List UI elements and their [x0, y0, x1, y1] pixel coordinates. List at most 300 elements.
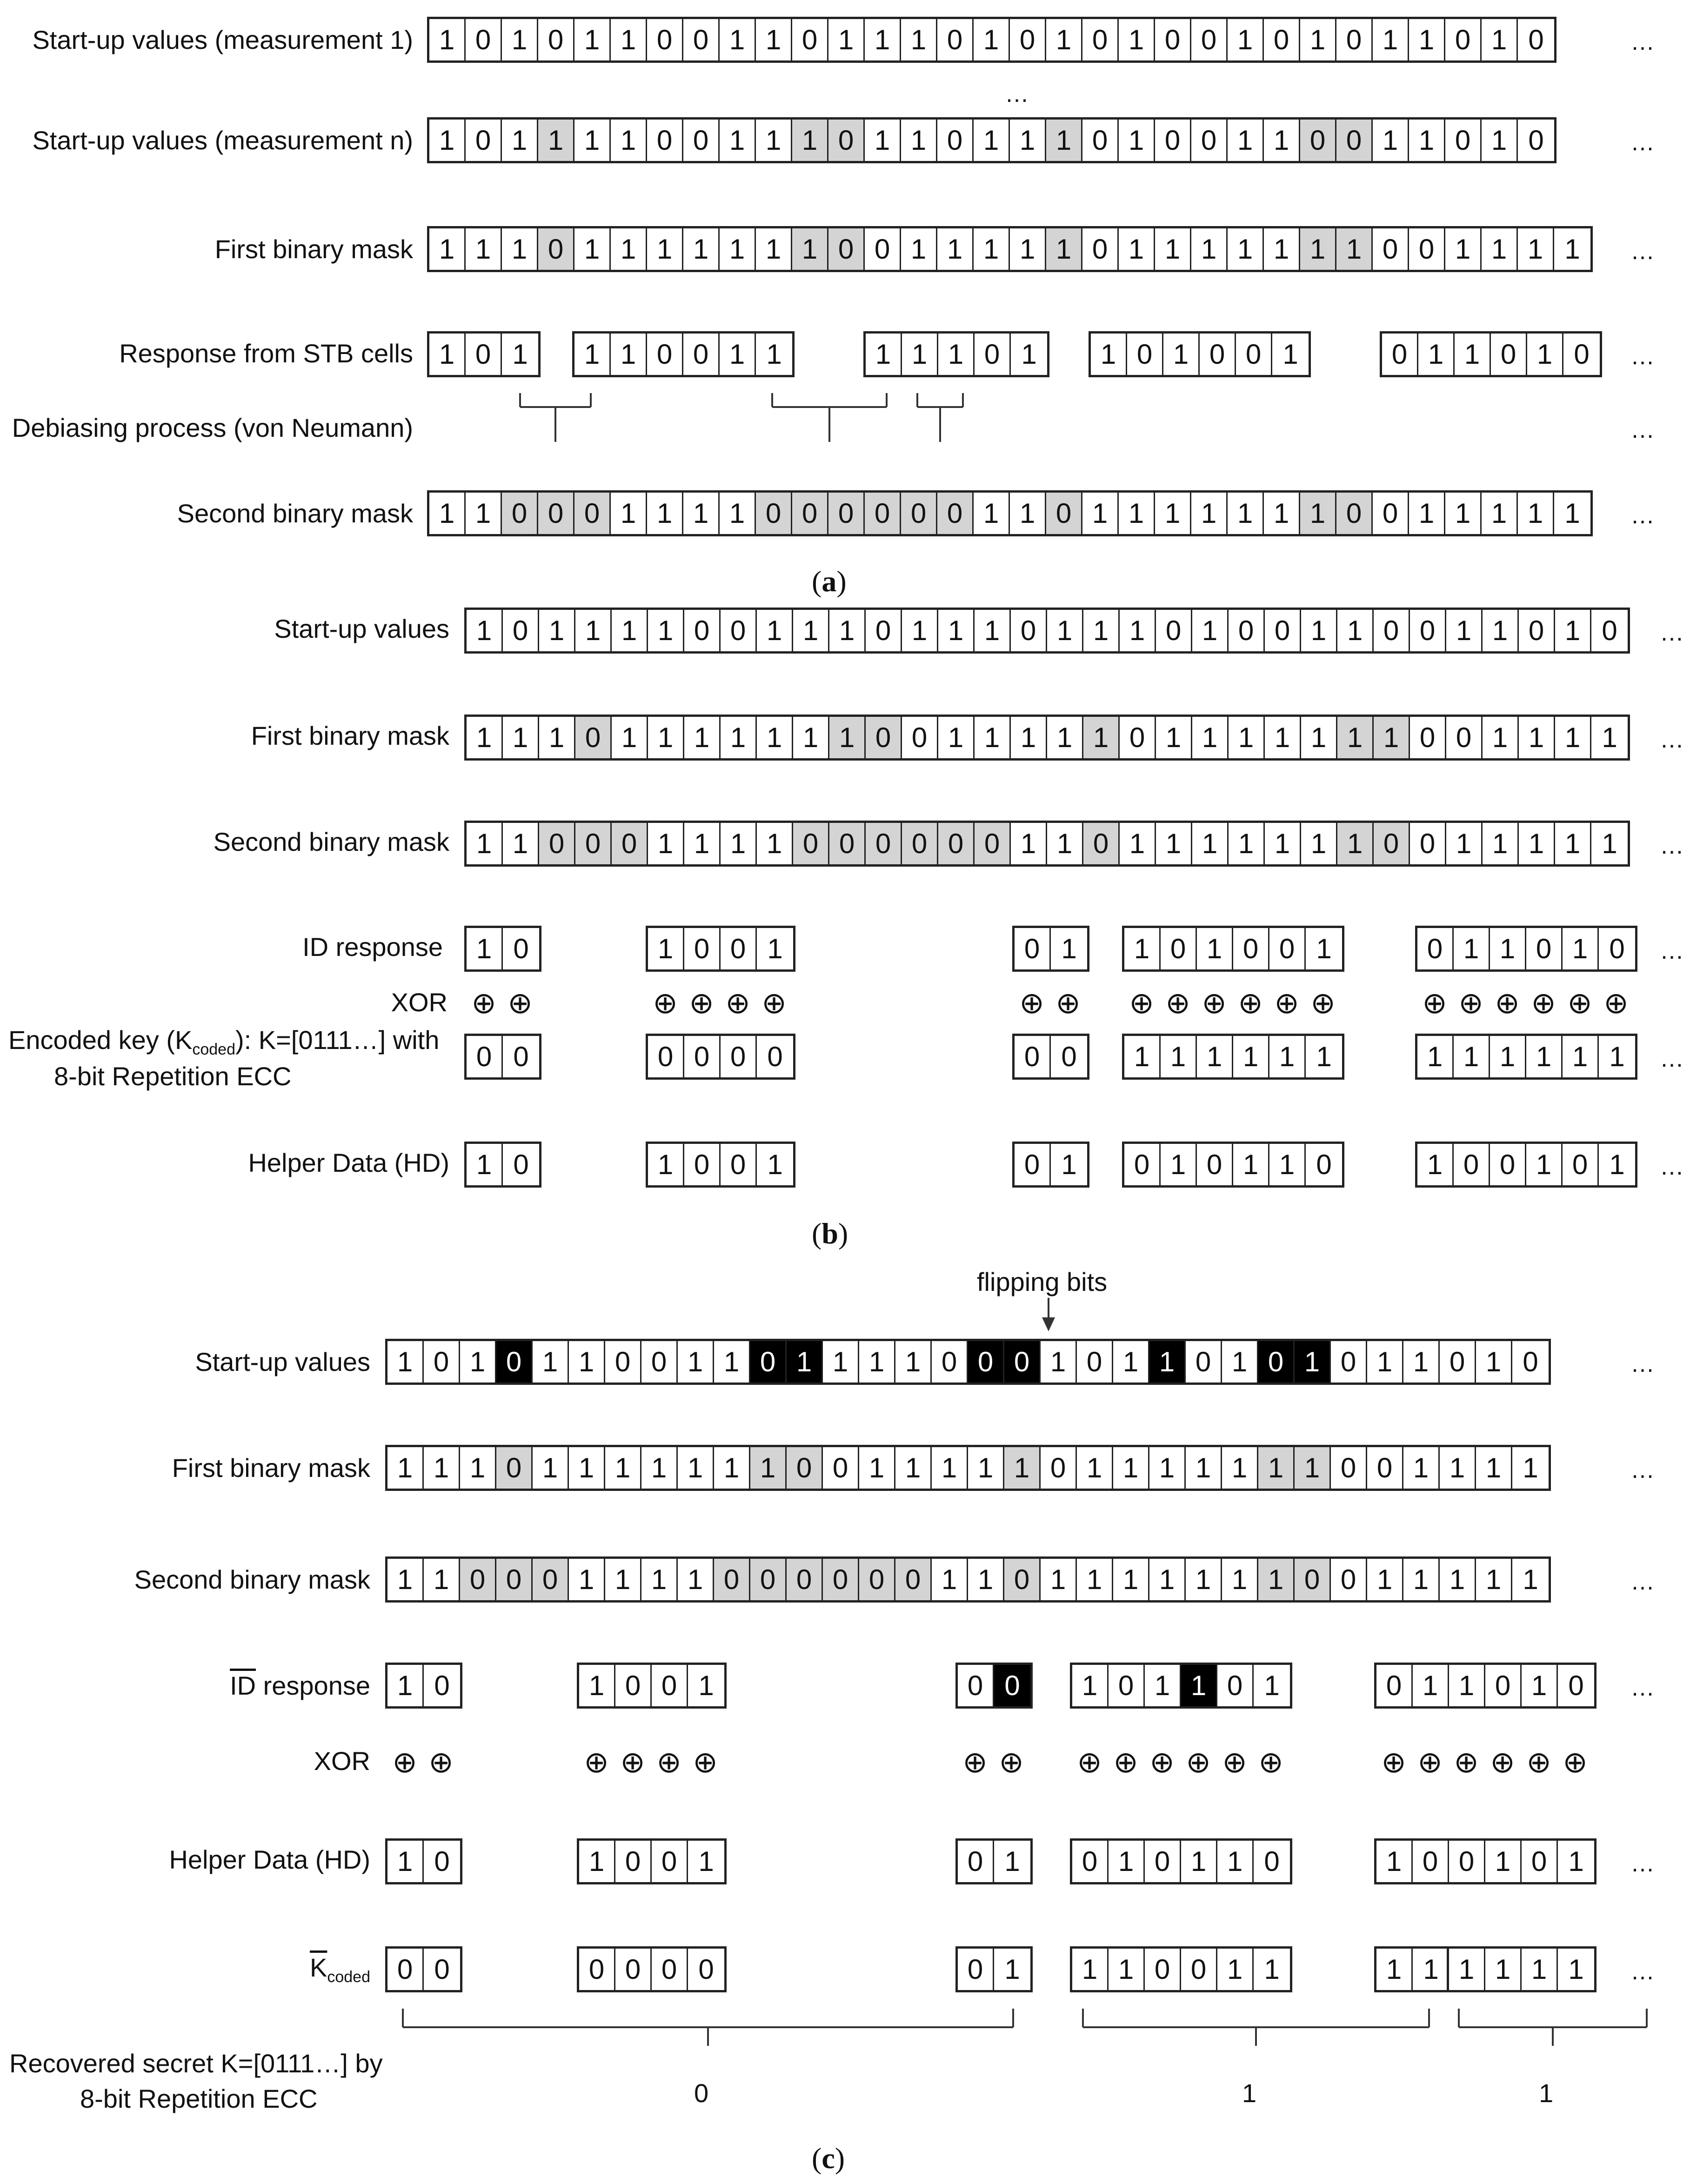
bit-cell: 0	[958, 1841, 994, 1882]
bit-cell: 1	[387, 1341, 424, 1383]
bit-cell: 1	[1082, 493, 1119, 534]
xor-symbol: ⊕	[1563, 1745, 1588, 1779]
bit-cell: 0	[683, 120, 720, 161]
c-k-group	[1070, 1946, 1292, 1992]
bit-cell: 1	[1476, 1341, 1512, 1383]
bit-cell: 1	[1563, 928, 1599, 969]
bit-cell: 1	[720, 334, 756, 375]
c-hd-group	[1070, 1838, 1292, 1884]
bit-cell: 1	[714, 1341, 750, 1383]
ellipsis: …	[1660, 832, 1684, 859]
bit-cell: 0	[866, 823, 902, 864]
bit-cell: 1	[1192, 823, 1229, 864]
bit-cell: 1	[1568, 1953, 1584, 1985]
xor-symbol: ⊕	[762, 986, 787, 1020]
bit-cell: 0	[756, 493, 792, 534]
c-flip-label: flipping bits	[977, 1267, 1108, 1296]
c-recovered-line1: Recovered secret K=[0111…] by	[9, 2049, 383, 2078]
bit-cell: 1	[1258, 1559, 1295, 1600]
bit-cell: 1	[1061, 1149, 1077, 1180]
bit-cell: 0	[1156, 610, 1192, 651]
bit-cell: 0	[1485, 1665, 1522, 1706]
bit-cell: 1	[683, 493, 720, 534]
bit-cell: 0	[1011, 610, 1047, 651]
xor-symbols	[1014, 988, 1086, 1018]
b-hd-group	[1415, 1142, 1637, 1188]
xor-symbols	[1416, 988, 1634, 1018]
bit-cell: 1	[569, 1341, 605, 1383]
a-stb-group	[1380, 331, 1602, 377]
bit-cell: 1	[611, 334, 647, 375]
bit-cell: 0	[823, 1559, 859, 1600]
bit-cell: 1	[1454, 928, 1490, 969]
xor-symbol: ⊕	[1149, 1745, 1175, 1779]
bit-cell: 1	[756, 120, 792, 161]
bit-cell: 1	[1300, 493, 1336, 534]
xor-symbol: ⊕	[1165, 986, 1190, 1020]
bit-cell: 1	[1083, 610, 1120, 651]
ellipsis: …	[1630, 1568, 1655, 1595]
bit-cell: 1	[1300, 19, 1336, 60]
bit-cell: 1	[1145, 1665, 1181, 1706]
bit-cell: 1	[678, 1447, 714, 1489]
bit-cell: 0	[865, 493, 901, 534]
a-stb-group	[863, 331, 1049, 377]
c-id-group	[577, 1663, 727, 1709]
bit-cell: 1	[641, 1559, 678, 1600]
bit-cell: 1	[901, 120, 937, 161]
xor-symbols	[578, 1747, 723, 1777]
bit-cell: 0	[1010, 19, 1046, 60]
bit-cell: 0	[513, 933, 529, 964]
bit-cell: 0	[1015, 1144, 1051, 1185]
xor-symbol: ⊕	[1055, 986, 1081, 1020]
bit-cell: 0	[828, 228, 865, 270]
bit-cell: 0	[615, 1949, 652, 1990]
bit-cell: 0	[975, 334, 1011, 375]
bit-cell: 1	[533, 1341, 569, 1383]
bit-cell: 0	[829, 823, 866, 864]
bit-cell: 1	[1181, 1665, 1217, 1706]
bit-cell: 1	[1197, 928, 1233, 969]
bit-cell: 1	[1163, 334, 1200, 375]
bit-cell: 1	[1300, 228, 1336, 270]
bit-cell: 1	[1258, 1447, 1295, 1489]
bit-cell: 1	[1445, 228, 1482, 270]
bit-cell: 1	[1476, 1559, 1512, 1600]
xor-symbol: ⊕	[962, 1745, 988, 1779]
bit-cell: 0	[1041, 1447, 1077, 1489]
bit-cell: 0	[1568, 1670, 1584, 1701]
xor-symbol: ⊕	[1567, 986, 1592, 1020]
bit-cell: 1	[901, 228, 937, 270]
bit-cell: 0	[1229, 610, 1265, 651]
bit-cell: 1	[974, 19, 1010, 60]
bit-cell: 0	[684, 1144, 721, 1185]
bit-cell: 1	[975, 610, 1011, 651]
bit-cell: 0	[1331, 1559, 1367, 1600]
id-overbar: $\overline{ID}$	[230, 1671, 256, 1700]
bit-cell: 1	[1376, 1841, 1413, 1882]
bit-cell: 1	[698, 1845, 714, 1877]
bit-cell: 1	[1527, 334, 1563, 375]
bit-cell: 1	[1482, 120, 1518, 161]
bit-cell: 1	[429, 120, 466, 161]
c-label-second-mask: Second binary mask	[134, 1565, 370, 1594]
bit-cell: 1	[575, 610, 612, 651]
bit-cell: 0	[1445, 120, 1482, 161]
bit-cell: 1	[859, 1341, 895, 1383]
bit-cell: 1	[974, 120, 1010, 161]
bit-cell: 0	[1446, 717, 1483, 758]
bit-cell: 1	[1113, 1341, 1149, 1383]
bit-cell: 0	[538, 493, 574, 534]
b-key-group	[1012, 1034, 1089, 1080]
bit-cell: 1	[787, 1341, 823, 1383]
bit-cell: 0	[866, 717, 902, 758]
bit-cell: 1	[895, 1341, 932, 1383]
xor-symbol: ⊕	[1603, 986, 1629, 1020]
b-label-second-mask: Second binary mask	[213, 827, 449, 856]
bit-cell: 1	[1485, 1841, 1522, 1882]
bit-cell: 1	[1440, 1447, 1476, 1489]
bit-cell: 0	[1445, 19, 1482, 60]
bit-cell: 0	[1454, 1144, 1490, 1185]
bit-cell: 0	[575, 717, 612, 758]
bit-cell: 0	[721, 610, 757, 651]
bit-cell: 0	[1200, 334, 1236, 375]
bit-cell: 1	[1446, 610, 1483, 651]
bit-cell: 0	[1265, 610, 1301, 651]
bit-cell: 1	[720, 493, 756, 534]
bit-cell: 0	[859, 1559, 895, 1600]
bit-cell: 1	[1222, 1559, 1258, 1600]
bit-cell: 1	[1077, 1559, 1113, 1600]
c-first-mask	[385, 1445, 1551, 1491]
bit-cell: 1	[1119, 19, 1155, 60]
bit-cell: 1	[503, 717, 539, 758]
c-label-startup: Start-up values	[195, 1347, 370, 1376]
bit-cell: 0	[684, 928, 721, 969]
bit-cell: 0	[424, 1341, 460, 1383]
bit-cell: 0	[1523, 1346, 1538, 1377]
bit-cell: 0	[1061, 1041, 1077, 1072]
b-label-hd: Helper Data (HD)	[248, 1148, 449, 1177]
bit-cell: 0	[895, 1559, 932, 1600]
xor-symbol: ⊕	[1490, 1745, 1515, 1779]
bit-cell: 0	[460, 1559, 496, 1600]
bit-cell: 1	[1047, 717, 1083, 758]
bit-cell: 0	[1264, 19, 1300, 60]
bit-cell: 1	[1337, 823, 1374, 864]
bit-cell: 1	[1367, 1341, 1403, 1383]
bit-cell: 0	[466, 334, 502, 375]
bit-cell: 1	[1072, 1949, 1109, 1990]
bit-cell: 1	[1522, 1665, 1558, 1706]
recovered-bit: 1	[1242, 2078, 1257, 2108]
xor-symbols	[1376, 1747, 1593, 1777]
b-label-key-line2: 8-bit Repetition ECC	[54, 1062, 292, 1091]
xor-symbol: ⊕	[1019, 986, 1044, 1020]
bit-cell: 1	[932, 1559, 968, 1600]
bit-cell: 1	[1011, 717, 1047, 758]
bit-cell: 1	[1228, 120, 1264, 161]
bit-cell: 0	[1373, 493, 1409, 534]
bit-cell: 1	[938, 717, 975, 758]
bit-cell: 0	[1519, 610, 1555, 651]
bit-cell: 1	[1119, 493, 1155, 534]
xor-symbol: ⊕	[689, 986, 714, 1020]
bit-cell: 0	[1145, 1949, 1181, 1990]
bit-cell: 1	[466, 493, 502, 534]
bit-cell: 0	[538, 228, 574, 270]
bit-cell: 0	[1574, 338, 1590, 370]
bit-cell: 1	[467, 1144, 503, 1185]
bit-cell: 0	[615, 1665, 652, 1706]
bit-cell: 1	[1409, 120, 1445, 161]
bit-cell: 0	[1155, 120, 1191, 161]
bit-cell: 1	[902, 334, 938, 375]
bit-cell: 1	[647, 493, 683, 534]
c-k-group	[955, 1946, 1033, 1992]
ellipsis: …	[1660, 726, 1684, 753]
xor-symbols	[466, 988, 538, 1018]
bit-cell: 0	[1191, 120, 1228, 161]
xor-symbols	[957, 1747, 1029, 1777]
bit-cell: 1	[1120, 823, 1156, 864]
bit-cell: 0	[1161, 928, 1197, 969]
ellipsis: …	[1630, 343, 1655, 370]
bit-cell: 0	[937, 493, 974, 534]
bit-cell: 1	[683, 228, 720, 270]
bit-cell: 1	[1161, 1036, 1197, 1077]
bit-cell: 1	[467, 928, 503, 969]
bit-cell: 1	[1454, 1036, 1490, 1077]
b-id-group	[1122, 926, 1344, 972]
b-key-group	[646, 1034, 795, 1080]
bit-cell: 1	[1217, 1841, 1254, 1882]
bit-cell: 0	[1417, 928, 1454, 969]
xor-symbol: ⊕	[1238, 986, 1263, 1020]
bit-cell: 0	[1410, 823, 1446, 864]
bit-cell: 0	[792, 19, 828, 60]
bit-cell: 0	[513, 1149, 529, 1180]
bit-cell: 1	[1482, 493, 1518, 534]
bit-cell: 1	[1124, 928, 1161, 969]
bit-cell: 1	[1483, 823, 1519, 864]
bit-cell: 0	[683, 19, 720, 60]
b-hd-group	[646, 1142, 795, 1188]
bit-cell: 0	[1082, 228, 1119, 270]
bit-cell: 0	[387, 1949, 424, 1990]
bit-cell: 1	[974, 228, 1010, 270]
caption-a: (a)	[812, 565, 847, 598]
bit-cell: 0	[1449, 1841, 1485, 1882]
bit-cell: 0	[1490, 1144, 1526, 1185]
bit-cell: 1	[1047, 610, 1083, 651]
bit-cell: 1	[466, 228, 502, 270]
bit-cell: 1	[1269, 1036, 1306, 1077]
bit-cell: 1	[1485, 1949, 1522, 1990]
bit-cell: 0	[787, 1559, 823, 1600]
bit-cell: 1	[502, 120, 538, 161]
xor-symbol: ⊕	[1186, 1745, 1211, 1779]
bit-cell: 1	[1522, 1949, 1558, 1990]
bit-cell: 1	[829, 717, 866, 758]
bit-cell: 1	[1119, 228, 1155, 270]
bit-cell: 1	[503, 823, 539, 864]
bit-cell: 1	[756, 19, 792, 60]
bit-cell: 0	[902, 823, 938, 864]
bit-cell: 0	[1522, 1841, 1558, 1882]
bit-cell: 0	[652, 1665, 688, 1706]
b-key-group	[1122, 1034, 1344, 1080]
bit-cell: 0	[865, 228, 901, 270]
bit-cell: 1	[1119, 120, 1155, 161]
bit-cell: 1	[1418, 334, 1455, 375]
bit-cell: 1	[1518, 228, 1554, 270]
bit-cell: 0	[1410, 717, 1446, 758]
bit-cell: 1	[828, 19, 865, 60]
bit-cell: 1	[1455, 334, 1491, 375]
bit-cell: 1	[1483, 717, 1519, 758]
xor-symbol: ⊕	[1531, 986, 1556, 1020]
bit-cell: 1	[1609, 1041, 1625, 1072]
bit-cell: 0	[1374, 823, 1410, 864]
bit-cell: 0	[750, 1559, 787, 1600]
bit-cell: 1	[387, 1559, 424, 1600]
b-id-group	[1012, 926, 1089, 972]
ellipsis: …	[1630, 416, 1655, 443]
bit-cell: 1	[865, 120, 901, 161]
bit-cell: 1	[767, 1149, 783, 1180]
bit-cell: 1	[895, 1447, 932, 1489]
bit-cell: 0	[1413, 1841, 1449, 1882]
bit-cell: 1	[1337, 717, 1374, 758]
bit-cell: 1	[720, 19, 756, 60]
bit-cell: 1	[1555, 610, 1591, 651]
bit-cell: 0	[1072, 1841, 1109, 1882]
bit-cell: 0	[1015, 1036, 1051, 1077]
bit-cell: 0	[994, 1665, 1030, 1706]
c-k-group	[1374, 1946, 1451, 1992]
xor-symbol: ⊕	[653, 986, 678, 1020]
bit-cell: 0	[828, 120, 865, 161]
xor-symbol: ⊕	[508, 986, 533, 1020]
bit-cell: 1	[974, 493, 1010, 534]
bit-cell: 0	[901, 493, 937, 534]
bit-cell: 0	[1082, 19, 1119, 60]
bit-cell: 1	[1264, 228, 1300, 270]
bit-cell: 1	[1301, 823, 1337, 864]
bit-cell: 1	[1490, 928, 1526, 969]
bit-cell: 0	[902, 717, 938, 758]
bit-cell: 0	[937, 19, 974, 60]
bit-cell: 1	[1409, 493, 1445, 534]
bit-cell: 1	[1229, 717, 1265, 758]
bit-cell: 0	[1300, 120, 1336, 161]
bit-cell: 1	[1061, 933, 1077, 964]
xor-symbol: ⊕	[1274, 986, 1299, 1020]
bit-cell: 1	[460, 1447, 496, 1489]
bit-cell: 1	[829, 610, 866, 651]
bit-cell: 1	[467, 717, 503, 758]
bit-cell: 0	[502, 493, 538, 534]
bit-cell: 0	[958, 1665, 994, 1706]
bit-cell: 1	[1264, 1953, 1280, 1985]
bit-cell: 1	[766, 338, 782, 370]
bit-cell: 0	[683, 334, 720, 375]
bit-cell: 1	[1109, 1949, 1145, 1990]
bit-cell: 1	[757, 717, 793, 758]
bit-cell: 0	[1264, 1845, 1280, 1877]
bit-cell: 1	[1602, 828, 1617, 859]
bit-cell: 1	[579, 1841, 615, 1882]
bit-cell: 1	[901, 19, 937, 60]
bit-cell: 1	[1568, 1845, 1584, 1877]
bit-cell: 1	[1376, 1949, 1413, 1990]
bit-cell: 1	[1337, 610, 1374, 651]
bit-cell: 0	[866, 610, 902, 651]
bit-cell: 1	[574, 19, 611, 60]
bit-cell: 0	[1331, 1341, 1367, 1383]
bit-cell: 1	[1555, 717, 1591, 758]
bit-cell: 1	[1316, 1041, 1332, 1072]
bit-cell: 1	[1113, 1447, 1149, 1489]
bit-cell: 0	[698, 1953, 714, 1985]
bit-cell: 1	[1161, 1144, 1197, 1185]
c-second-mask	[385, 1556, 1551, 1603]
xor-symbol: ⊕	[1495, 986, 1520, 1020]
bit-cell: 1	[648, 928, 684, 969]
bit-cell: 0	[579, 1949, 615, 1990]
bit-cell: 0	[721, 928, 757, 969]
bit-cell: 1	[793, 610, 829, 651]
bit-cell: 0	[1440, 1341, 1476, 1383]
bit-cell: 0	[1336, 19, 1373, 60]
bit-cell: 0	[434, 1670, 450, 1701]
bit-cell: 1	[605, 1447, 641, 1489]
bit-cell: 1	[1295, 1447, 1331, 1489]
bit-cell: 0	[1197, 1144, 1233, 1185]
bit-cell: 0	[1236, 334, 1272, 375]
bit-cell: 1	[1440, 1559, 1476, 1600]
xor-symbol: ⊕	[1258, 1745, 1283, 1779]
ellipsis: …	[1630, 1674, 1655, 1701]
c-id-group	[1070, 1663, 1292, 1709]
ellipsis: …	[1630, 129, 1655, 156]
bit-cell: 0	[1374, 610, 1410, 651]
bit-cell: 1	[1269, 1144, 1306, 1185]
b-startup	[464, 608, 1630, 654]
bit-cell: 1	[1301, 717, 1337, 758]
bit-cell: 1	[1004, 1953, 1020, 1985]
bit-cell: 0	[787, 1447, 823, 1489]
bit-cell: 0	[1609, 933, 1625, 964]
bit-cell: 0	[1563, 1144, 1599, 1185]
bit-cell: 0	[503, 610, 539, 651]
bit-cell: 1	[1336, 228, 1373, 270]
bit-cell: 1	[1010, 120, 1046, 161]
bit-cell: 1	[1010, 228, 1046, 270]
bit-cell: 1	[678, 1559, 714, 1600]
xor-symbols	[647, 988, 792, 1018]
bit-cell: 1	[1192, 610, 1229, 651]
xor-symbol: ⊕	[392, 1745, 417, 1779]
c-k-group	[577, 1946, 727, 1992]
bit-cell: 0	[652, 1841, 688, 1882]
ellipsis: …	[1630, 28, 1655, 55]
